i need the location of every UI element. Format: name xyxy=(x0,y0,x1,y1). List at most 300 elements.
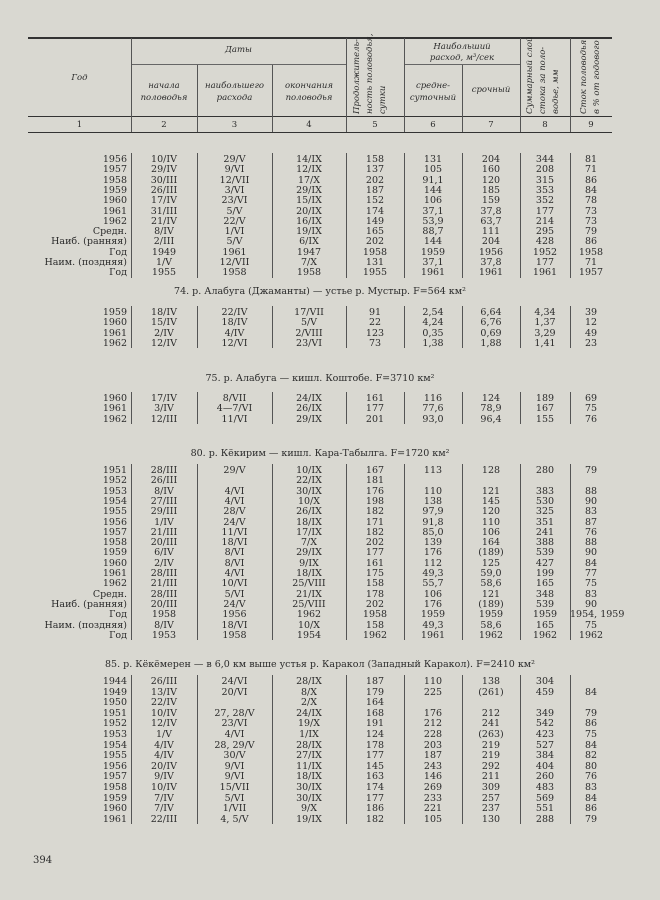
table-cell: 1959 xyxy=(478,609,504,621)
table-cell: 8/IV xyxy=(154,226,174,238)
table-cell: 76 xyxy=(584,526,598,538)
table-cell: 28, 29/V xyxy=(214,739,255,751)
table-row xyxy=(0,267,660,278)
table-cell: 160 xyxy=(481,164,501,176)
row-label: 1950 xyxy=(102,697,127,709)
table-row xyxy=(0,414,660,425)
table-cell: 24/IX xyxy=(296,393,322,404)
table-cell: 198 xyxy=(365,495,385,507)
table-cell: 13/IV xyxy=(151,686,177,698)
table-cell: 6/IX xyxy=(299,236,319,248)
table-row xyxy=(0,718,660,729)
table-cell: 527 xyxy=(535,739,555,751)
section-title-80: 80. р. Кёкирим — кишл. Кара-Табылга. F=1720 км² xyxy=(190,448,450,459)
row-label: 1961 xyxy=(102,327,127,339)
col-number: 5 xyxy=(372,120,378,130)
table-cell: 79 xyxy=(584,813,598,825)
table-cell: 28/III xyxy=(150,588,178,600)
table-cell: 280 xyxy=(535,465,555,476)
table-cell: 19/IX xyxy=(296,226,322,238)
row-label: Средн. xyxy=(92,226,127,238)
table-cell: 88,7 xyxy=(422,226,444,238)
table-row xyxy=(0,803,660,814)
table-cell: 78,9 xyxy=(480,403,502,415)
table-cell: (263) xyxy=(478,729,504,740)
table-cell: 1962 xyxy=(532,629,558,641)
table-cell: 428 xyxy=(535,236,555,248)
table-cell: 82 xyxy=(584,750,598,762)
table-row xyxy=(0,761,660,772)
header-daty: Даты xyxy=(225,45,252,55)
table-cell: 20/VI xyxy=(221,686,248,698)
table-cell: 539 xyxy=(535,598,555,610)
table-cell: 182 xyxy=(365,813,385,825)
table-cell: 1958 xyxy=(296,267,322,279)
row-label: 1960 xyxy=(102,393,127,404)
table-cell: 12/VII xyxy=(219,257,250,268)
table-cell: 10/IV xyxy=(151,707,177,719)
table-cell: 4/IV xyxy=(154,750,174,762)
table-cell: 55,7 xyxy=(422,578,444,590)
row-label: 1960 xyxy=(102,803,127,815)
table-cell: 12/IV xyxy=(151,337,177,349)
table-cell: 49,3 xyxy=(422,619,444,631)
table-cell: 9/VI xyxy=(224,771,245,783)
table-cell: 96,4 xyxy=(480,413,502,425)
table-cell: 8/IV xyxy=(154,619,174,631)
header-stok-pct: Сток половодья в % от годового xyxy=(579,39,602,114)
table-cell: 86 xyxy=(584,174,598,186)
table-cell: 3,29 xyxy=(534,327,556,339)
table-cell: 25/VIII xyxy=(292,578,326,590)
table-cell: 110 xyxy=(423,676,443,687)
table-cell: 182 xyxy=(365,526,385,538)
table-cell: 87 xyxy=(584,516,598,528)
table-row xyxy=(0,676,660,687)
table-cell: 128 xyxy=(481,465,501,476)
row-label: 1958 xyxy=(102,537,127,549)
table-cell: 91,1 xyxy=(422,174,444,186)
table-cell: 177 xyxy=(365,403,385,415)
page-number: 394 xyxy=(33,855,53,866)
row-label: Наиб. (ранняя) xyxy=(51,236,127,248)
table-cell: 73 xyxy=(368,337,382,349)
table-cell: 19/X xyxy=(297,718,321,730)
row-label: 1960 xyxy=(102,317,127,329)
table-cell: 1/IV xyxy=(154,516,174,528)
table-cell: 260 xyxy=(535,771,555,783)
table-cell: 1952 xyxy=(532,246,558,258)
row-label: 1962 xyxy=(102,337,127,349)
table-cell: 75 xyxy=(584,403,598,415)
table-cell: 28/III xyxy=(150,465,178,476)
table-row xyxy=(0,782,660,793)
table-cell: 91 xyxy=(368,307,382,318)
table-cell: 167 xyxy=(535,403,555,415)
table-cell: 8/VII xyxy=(222,393,247,404)
table-cell: 2/VIII xyxy=(295,327,323,339)
table-cell: 88 xyxy=(584,537,598,549)
table-cell: 219 xyxy=(481,750,501,762)
table-cell: 105 xyxy=(423,813,443,825)
table-cell: 1959 xyxy=(532,609,558,621)
col-number: 9 xyxy=(588,120,594,130)
table-cell: 77 xyxy=(584,568,598,579)
table-cell: 4/VI xyxy=(224,485,245,497)
table-cell: 388 xyxy=(535,537,555,549)
table-cell: 1954, 1959 xyxy=(570,609,625,621)
table-cell: 204 xyxy=(481,154,501,165)
table-cell: 551 xyxy=(535,803,555,815)
table-cell: 12/IX xyxy=(296,164,322,176)
table-cell: 161 xyxy=(365,393,385,404)
table-cell: 91,8 xyxy=(422,516,444,528)
table-cell: 53,9 xyxy=(422,215,444,227)
table-cell: 23/VI xyxy=(221,195,248,207)
table-cell: 29/IX xyxy=(296,413,322,425)
table-cell: 90 xyxy=(584,598,598,610)
table-cell: 1962 xyxy=(578,629,604,641)
table-cell: 120 xyxy=(481,174,501,186)
table-cell: 76 xyxy=(584,771,598,783)
table-cell: 221 xyxy=(423,803,443,815)
table-cell: 182 xyxy=(365,506,385,518)
table-cell: 24/VI xyxy=(221,676,248,687)
table-cell: 106 xyxy=(481,526,501,538)
table-cell: 1,37 xyxy=(534,317,556,329)
table-cell: 152 xyxy=(365,195,385,207)
table-cell: 15/IX xyxy=(296,195,322,207)
table-cell: 2/III xyxy=(153,236,175,248)
row-label: 1957 xyxy=(102,164,127,176)
table-cell: 177 xyxy=(365,750,385,762)
row-label: 1962 xyxy=(102,578,127,590)
table-cell: 84 xyxy=(584,739,598,751)
table-cell: 73 xyxy=(584,215,598,227)
table-cell: 7/IV xyxy=(154,792,174,804)
table-cell: 137 xyxy=(365,164,385,176)
table-cell: 85,0 xyxy=(422,526,444,538)
table-cell: 8/X xyxy=(300,686,317,698)
table-cell: 29/IX xyxy=(296,547,322,559)
table-cell: 1961 xyxy=(532,267,558,279)
table-cell: 22/V xyxy=(223,215,246,227)
table-cell: 23 xyxy=(584,337,598,349)
table-cell: 26/III xyxy=(150,184,178,196)
table-cell: 11/IX xyxy=(296,760,322,772)
table-cell: 112 xyxy=(423,557,443,569)
table-cell: 178 xyxy=(365,588,385,600)
table-cell: 83 xyxy=(584,782,598,793)
table-cell: 27/IX xyxy=(296,750,322,762)
table-row xyxy=(0,708,660,719)
table-cell: 88 xyxy=(584,485,598,497)
header-srednesut: средне- суточный xyxy=(409,81,457,103)
table-cell: 23/VI xyxy=(296,337,322,349)
table-cell: 165 xyxy=(535,619,555,631)
table-cell: 384 xyxy=(535,750,555,762)
table-cell: 12/VII xyxy=(219,174,250,186)
table-cell: 86 xyxy=(584,803,598,815)
table-cell: 49 xyxy=(584,327,598,339)
table-cell: 124 xyxy=(365,729,385,740)
table-row xyxy=(0,630,660,641)
table-cell: 17/IV xyxy=(151,393,177,404)
table-cell: 10/VI xyxy=(221,578,248,590)
table-cell: 7/X xyxy=(300,537,317,549)
col-number: 8 xyxy=(542,120,548,130)
table-cell: 20/III xyxy=(150,598,178,610)
header-naib-rashod: Наибольший расход, м³/сек xyxy=(429,42,495,63)
row-label: 1957 xyxy=(102,526,127,538)
table-cell: 12/VI xyxy=(221,337,248,349)
table-cell: 20/IV xyxy=(151,760,177,772)
table-cell: 1,88 xyxy=(480,337,502,349)
table-cell: 1,38 xyxy=(422,337,444,349)
table-cell: 146 xyxy=(423,771,443,783)
table-cell: 106 xyxy=(423,195,443,207)
table-cell: 123 xyxy=(365,327,385,339)
table-cell: 18/IX xyxy=(296,516,322,528)
table-row xyxy=(0,729,660,740)
table-cell: 30/III xyxy=(150,174,178,186)
table-cell: 189 xyxy=(535,393,555,404)
table-cell: 71 xyxy=(584,257,598,268)
table-cell: 0,35 xyxy=(422,327,444,339)
table-cell: 28/III xyxy=(150,568,178,579)
table-cell: 201 xyxy=(365,413,385,425)
row-label: 1961 xyxy=(102,568,127,579)
table-cell: 39 xyxy=(584,307,598,318)
table-cell: 1958 xyxy=(362,609,388,621)
table-cell: 315 xyxy=(535,174,555,186)
table-cell: 158 xyxy=(365,154,385,165)
table-cell: 1958 xyxy=(578,246,604,258)
row-label: Наим. (поздняя) xyxy=(44,257,127,268)
row-label: 1961 xyxy=(102,403,127,415)
table-cell: 168 xyxy=(365,707,385,719)
table-cell: 111 xyxy=(481,226,501,238)
header-bottom-rule xyxy=(28,116,612,117)
table-cell: 37,8 xyxy=(480,257,502,268)
table-cell: 1/VII xyxy=(222,803,247,815)
table-cell: 121 xyxy=(481,485,501,497)
table-cell: 90 xyxy=(584,495,598,507)
table-cell: 1956 xyxy=(222,609,247,621)
table-row xyxy=(0,740,660,751)
table-cell: 77,6 xyxy=(422,403,444,415)
table-cell: 9/X xyxy=(300,803,317,815)
table-cell: 18/IX xyxy=(296,771,322,783)
table-cell: 69 xyxy=(584,393,598,404)
table-cell: 11/VI xyxy=(221,526,248,538)
col-number: 7 xyxy=(488,120,494,130)
table-cell: 241 xyxy=(481,718,501,730)
table-cell: 17/VII xyxy=(294,307,324,318)
table-row xyxy=(0,750,660,761)
table-cell: 9/VI xyxy=(224,164,245,176)
table-cell: 204 xyxy=(481,236,501,248)
col-number: 6 xyxy=(430,120,436,130)
table-cell: 155 xyxy=(535,413,555,425)
table-cell: 26/III xyxy=(150,475,178,487)
table-cell: (189) xyxy=(478,598,504,610)
table-cell: 10/IV xyxy=(151,154,177,165)
table-cell: 228 xyxy=(423,729,443,740)
table-cell: 79 xyxy=(584,707,598,719)
table-cell: 1957 xyxy=(578,267,604,279)
table-cell: 163 xyxy=(365,771,385,783)
table-cell: 21/III xyxy=(150,526,178,538)
table-cell: 1956 xyxy=(478,246,504,258)
table-cell: 0,69 xyxy=(480,327,502,339)
table-cell: 75 xyxy=(584,578,598,590)
table-cell: 121 xyxy=(481,588,501,600)
table-cell: 179 xyxy=(365,686,385,698)
table-cell: 86 xyxy=(584,718,598,730)
table-cell: 28/V xyxy=(223,506,246,518)
table-cell: 145 xyxy=(481,495,501,507)
col-number: 4 xyxy=(306,120,312,130)
table-cell: 7/X xyxy=(300,257,317,268)
table-cell: 1962 xyxy=(362,629,388,641)
table-cell: 199 xyxy=(535,568,555,579)
table-cell: 83 xyxy=(584,588,598,600)
table-cell: 23/VI xyxy=(221,718,248,730)
table-cell: 144 xyxy=(423,236,443,248)
table-cell: 5/VI xyxy=(224,792,245,804)
table-cell: 6,64 xyxy=(480,307,502,318)
table-cell: 90 xyxy=(584,547,598,559)
table-cell: 20/III xyxy=(150,537,178,549)
table-cell: 233 xyxy=(423,792,443,804)
row-label: 1958 xyxy=(102,782,127,793)
table-cell: 30/IX xyxy=(296,792,322,804)
table-cell: 17/X xyxy=(297,174,321,186)
table-cell: 4/IV xyxy=(154,739,174,751)
table-cell: 22/IV xyxy=(151,697,177,709)
table-cell: 4/VI xyxy=(224,568,245,579)
table-cell: 177 xyxy=(535,257,555,268)
table-cell: 22 xyxy=(368,317,382,329)
table-cell: 186 xyxy=(365,803,385,815)
table-row xyxy=(0,338,660,349)
table-cell: 219 xyxy=(481,739,501,751)
table-cell: 59,0 xyxy=(480,568,502,579)
table-cell: 237 xyxy=(481,803,501,815)
table-cell: 292 xyxy=(481,760,501,772)
table-cell: 1947 xyxy=(296,246,322,258)
row-label: 1959 xyxy=(102,184,127,196)
row-label: 1958 xyxy=(102,174,127,186)
table-cell: 325 xyxy=(535,506,555,518)
table-cell: 49,3 xyxy=(422,568,444,579)
table-row xyxy=(0,814,660,825)
table-row xyxy=(0,697,660,708)
table-cell: 177 xyxy=(365,792,385,804)
table-cell: 257 xyxy=(481,792,501,804)
col-number: 1 xyxy=(76,120,83,130)
table-cell: 27/III xyxy=(150,495,178,507)
table-cell: 110 xyxy=(423,485,443,497)
table-cell: 71 xyxy=(584,164,598,176)
row-label: Средн. xyxy=(92,588,127,600)
row-label: 1962 xyxy=(102,413,127,425)
table-cell: 37,8 xyxy=(480,205,502,217)
table-cell: 159 xyxy=(481,195,501,207)
table-cell: 19/IX xyxy=(296,813,322,825)
table-cell: 105 xyxy=(423,164,443,176)
table-cell: 2/IV xyxy=(154,557,174,569)
table-cell: 1958 xyxy=(222,267,247,279)
table-cell: 225 xyxy=(423,686,443,698)
row-label: 1961 xyxy=(102,813,127,825)
table-cell: 187 xyxy=(365,184,385,196)
table-cell: 58,6 xyxy=(480,619,502,631)
table-cell: 113 xyxy=(423,465,443,476)
table-cell: 5/V xyxy=(226,236,243,248)
row-label: 1949 xyxy=(102,686,127,698)
header-divider xyxy=(346,38,347,132)
table-cell: 79 xyxy=(584,465,598,476)
table-cell: 144 xyxy=(423,184,443,196)
table-cell: 1961 xyxy=(478,267,504,279)
row-label: Наим. (поздняя) xyxy=(44,619,127,631)
daty-rule xyxy=(131,64,346,65)
table-cell: 78 xyxy=(584,195,598,207)
row-label: Год xyxy=(109,629,127,641)
section-title-75: 75. р. Алабуга — кишл. Коштобе. F=3710 км² xyxy=(205,373,435,384)
table-cell: 2/IV xyxy=(154,327,174,339)
table-cell: 5/V xyxy=(300,317,318,329)
table-cell: 26/IX xyxy=(296,506,322,518)
table-cell: 1953 xyxy=(151,629,177,641)
row-label: 1954 xyxy=(102,739,127,751)
table-cell: 30/IX xyxy=(296,485,322,497)
row-label: 1944 xyxy=(102,676,127,687)
table-cell: 24/IX xyxy=(296,707,322,719)
table-cell: 15/IV xyxy=(151,317,177,329)
table-cell: 120 xyxy=(481,506,501,518)
table-cell: 404 xyxy=(535,760,555,772)
col-number: 2 xyxy=(161,120,167,130)
row-label: Год xyxy=(109,609,127,621)
table-cell: 4,24 xyxy=(422,317,444,329)
table-cell: 530 xyxy=(535,495,555,507)
table-cell: 18/IX xyxy=(296,568,322,579)
table-cell: 110 xyxy=(481,516,501,528)
table-cell: 21/IX xyxy=(296,588,322,600)
row-label: 1951 xyxy=(102,707,127,719)
section-title-74: 74. р. Алабуга (Джаманты) — устье р. Мустыр. F=564 км² xyxy=(174,286,466,297)
table-cell: 149 xyxy=(365,215,385,227)
table-cell: 178 xyxy=(365,739,385,751)
table-cell: 37,1 xyxy=(422,205,444,217)
table-cell: 185 xyxy=(481,184,501,196)
table-cell: 8/IV xyxy=(154,485,174,497)
table-cell: 6/IV xyxy=(154,547,174,559)
table-cell: 211 xyxy=(481,771,501,783)
row-label: 1953 xyxy=(102,729,127,740)
row-label: 1956 xyxy=(102,154,127,165)
table-cell: 344 xyxy=(535,154,555,165)
table-cell: 241 xyxy=(535,526,555,538)
header-summ-sloi: Суммарный слой стока за поло- водье, мм xyxy=(525,36,561,114)
table-cell: 483 xyxy=(535,782,555,793)
header-nachala: начала половодья xyxy=(140,81,188,103)
table-cell: 18/VI xyxy=(221,537,248,549)
table-cell: 539 xyxy=(535,547,555,559)
